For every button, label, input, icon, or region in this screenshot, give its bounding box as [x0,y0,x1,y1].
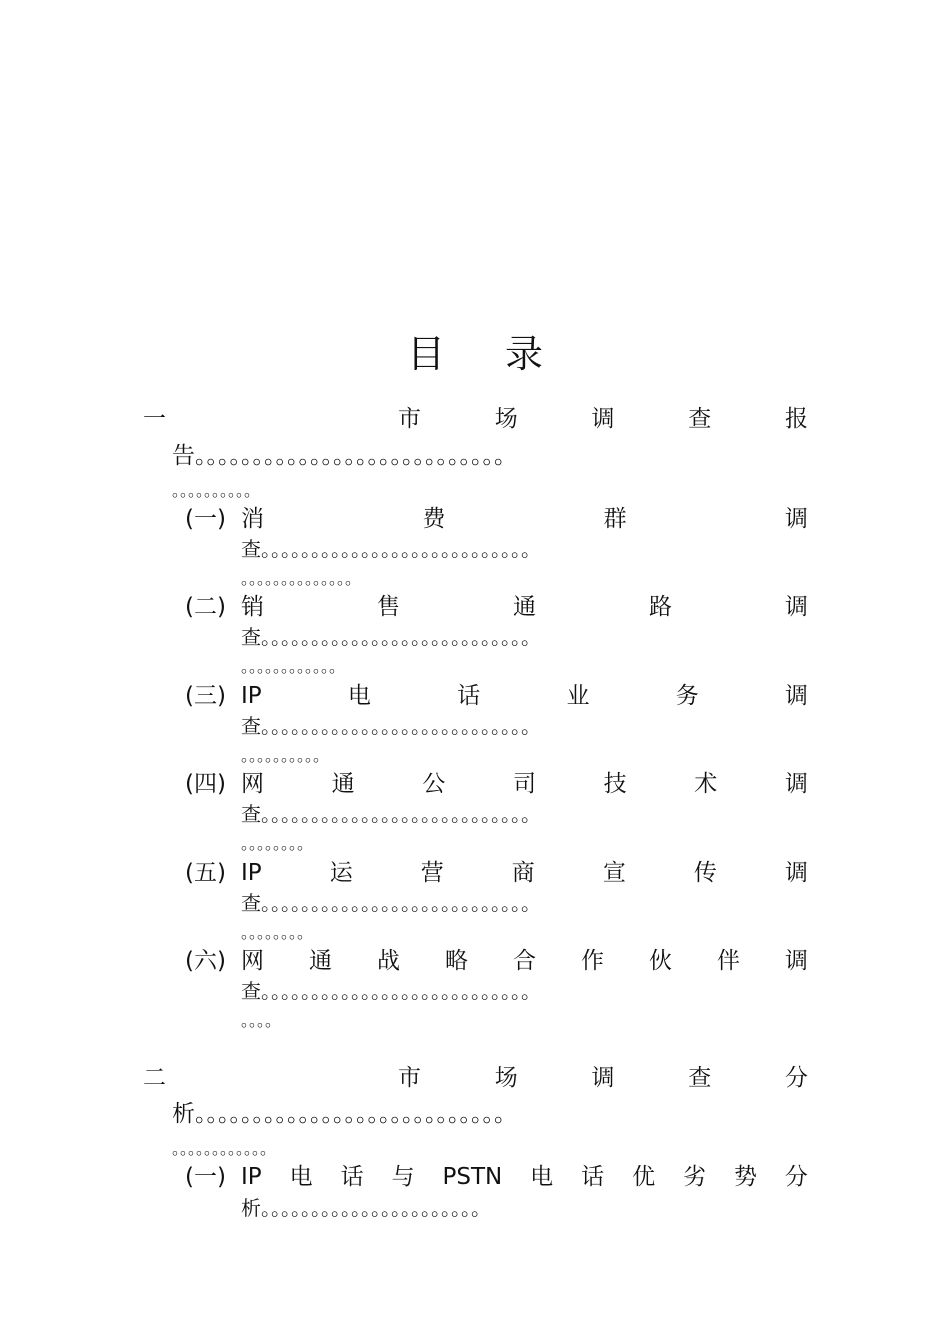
item-word: 网 [241,771,264,797]
item-word: 技 [603,771,627,797]
heading-word: 调 [591,406,615,432]
item-word: 销 [241,594,264,620]
item-word: 与 [391,1164,415,1190]
item-word: PSTN [442,1164,503,1190]
toc-item [241,946,808,976]
item-number: (一) [185,506,226,532]
item-continuation: 查。。。。。。。。。。。。。。。。。。。。。。。。。。。 [241,714,541,738]
heading-word: 查 [688,406,712,432]
item-number: (六) [185,948,226,974]
item-word: 分 [784,1164,808,1190]
heading-word: 查 [688,1065,712,1091]
item-word: 运 [329,860,353,886]
item-number: (四) [185,771,226,797]
heading-word: 报 [785,406,808,432]
item-number: (五) [185,860,226,886]
item-word: 司 [512,771,536,797]
section-heading [398,1063,808,1093]
item-word: 务 [675,683,699,709]
item-word: 通 [331,771,355,797]
item-leader-dots: 。。。。。。。。。。 [241,746,330,765]
item-leader-dots: 。。。。。。。。。。。。。。 [241,569,362,588]
toc-item [241,504,808,534]
item-number: (二) [185,594,226,620]
item-word: 业 [566,683,590,709]
item-word: 话 [581,1164,605,1190]
item-word: 群 [603,506,627,532]
item-number: (一) [185,1164,226,1190]
toc-item [241,1162,808,1192]
heading-word: 市 [398,406,421,432]
section-continuation: 析。。。。。。。。。。。。。。。。。。。。。。。。。。。 [172,1101,517,1127]
item-word: 网 [241,948,264,974]
heading-word: 调 [591,1065,615,1091]
heading-word: 场 [494,1065,518,1091]
item-word: 消 [241,506,264,532]
item-word: IP [241,683,262,709]
item-continuation: 查。。。。。。。。。。。。。。。。。。。。。。。。。。。 [241,625,541,649]
item-leader-dots: 。。。。。。。。 [241,834,314,853]
heading-word: 场 [494,406,518,432]
toc-title: 目 录 [406,332,568,376]
item-word: 合 [513,948,536,974]
item-word: 宣 [602,860,626,886]
item-word: 电 [530,1164,554,1190]
item-word: 调 [784,683,808,709]
item-word: 通 [513,594,536,620]
item-word: 调 [785,594,808,620]
item-word: 作 [581,948,604,974]
item-leader-dots: 。。。。。。。。 [241,923,314,942]
item-word: 伙 [649,948,672,974]
item-continuation: 析。。。。。。。。。。。。。。。。。。。。。。 [241,1196,491,1220]
item-word: 调 [784,860,808,886]
toc-item [241,858,808,888]
item-word: 电 [289,1164,313,1190]
item-leader-dots: 。。。。。。。。。。。。 [241,657,346,676]
section-leader-dots: 。。。。。。。。。。。。 [172,1139,277,1158]
item-word: 战 [377,948,400,974]
item-word: IP [241,1164,262,1190]
item-leader-dots: 。。。。 [241,1011,282,1030]
section-heading [398,404,808,434]
item-word: 势 [733,1164,757,1190]
item-word: 传 [693,860,717,886]
item-word: 优 [632,1164,656,1190]
section-continuation: 告。。。。。。。。。。。。。。。。。。。。。。。。。。。 [172,443,517,469]
item-word: 话 [457,683,481,709]
item-continuation: 查。。。。。。。。。。。。。。。。。。。。。。。。。。。 [241,891,541,915]
item-word: 通 [309,948,332,974]
item-word: IP [241,860,262,886]
item-continuation: 查。。。。。。。。。。。。。。。。。。。。。。。。。。。 [241,979,541,1003]
section-leader-dots: 。。。。。。。。。。 [172,481,261,500]
item-word: 调 [785,948,808,974]
item-word: 伴 [717,948,740,974]
item-word: 电 [347,683,371,709]
item-word: 公 [422,771,446,797]
item-word: 话 [340,1164,364,1190]
section-number: 二 [143,1065,166,1091]
item-continuation: 查。。。。。。。。。。。。。。。。。。。。。。。。。。。 [241,802,541,826]
heading-word: 分 [785,1065,808,1091]
item-word: 术 [694,771,718,797]
item-word: 调 [784,506,808,532]
heading-word: 市 [398,1065,421,1091]
section-number: 一 [143,406,166,432]
item-word: 调 [784,771,808,797]
item-word: 商 [511,860,535,886]
item-word: 略 [445,948,468,974]
toc-item [241,769,808,799]
item-word: 售 [377,594,400,620]
item-number: (三) [185,683,226,709]
item-continuation: 查。。。。。。。。。。。。。。。。。。。。。。。。。。。 [241,537,541,561]
item-word: 费 [422,506,446,532]
item-word: 路 [649,594,672,620]
toc-item [241,681,808,711]
item-word: 营 [420,860,444,886]
item-word: 劣 [683,1164,707,1190]
toc-item [241,592,808,622]
